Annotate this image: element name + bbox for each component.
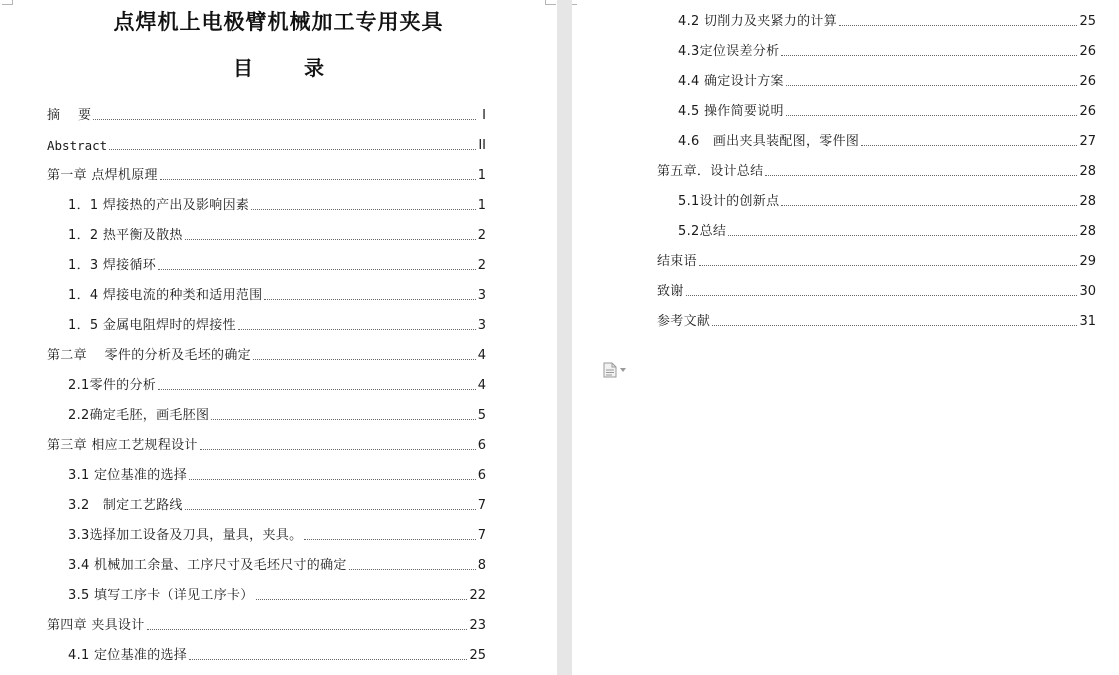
toc-entry[interactable] [678, 223, 1096, 241]
toc-leader-dots [200, 448, 476, 450]
toc-entry-page-number: 29 [1079, 254, 1096, 269]
toc-entry-title: 4.6 画出夹具装配图，零件图 [678, 134, 860, 149]
toc-entry-page-number: 3 [477, 288, 486, 303]
toc-entry[interactable] [68, 317, 486, 335]
toc-entry-title: 5.1设计的创新点 [678, 194, 780, 209]
toc-leader-dots [786, 84, 1078, 86]
toc-leader-dots [728, 234, 1077, 236]
toc-entry-page-number: 4 [477, 378, 486, 393]
toc-entry-title: 3.4 机械加工余量、工序尺寸及毛坯尺寸的确定 [68, 558, 347, 573]
toc-entry-title: 4.1 定位基准的选择 [68, 648, 188, 663]
toc-entry-title: 第二章 零件的分析及毛坯的确定 [47, 348, 251, 363]
toc-entry[interactable] [678, 73, 1096, 91]
toc-entry[interactable] [47, 437, 486, 455]
toc-entry-page-number: 26 [1079, 44, 1096, 59]
toc-entry[interactable] [68, 257, 486, 275]
toc-leader-dots [189, 658, 467, 660]
toc-entry-title: 第五章．设计总结 [657, 164, 764, 179]
toc-leader-dots [839, 24, 1077, 26]
document-page-right [572, 0, 1119, 675]
toc-leader-dots [147, 628, 468, 630]
toc-entry-title: 1．4 焊接电流的种类和适用范围 [68, 288, 263, 303]
toc-entry-page-number: 6 [477, 468, 486, 483]
toc-entry[interactable] [678, 13, 1096, 31]
toc-entry-page-number: 30 [1079, 284, 1096, 299]
toc-entry-page-number: 28 [1079, 194, 1096, 209]
paste-options-button[interactable] [603, 362, 629, 378]
toc-entry-page-number: 8 [477, 558, 486, 573]
toc-entry-page-number: 22 [469, 588, 486, 603]
toc-entry[interactable] [68, 587, 486, 605]
toc-leader-dots [185, 238, 476, 240]
toc-entry[interactable] [657, 253, 1096, 271]
toc-entry-page-number: 6 [477, 438, 486, 453]
toc-entry-page-number: 7 [477, 528, 486, 543]
toc-entry[interactable] [678, 133, 1096, 151]
page-corner-mark [545, 0, 556, 5]
toc-entry[interactable] [68, 527, 486, 545]
toc-entry-page-number: I [482, 108, 486, 123]
toc-entry[interactable] [68, 407, 486, 425]
page-gutter [557, 0, 572, 675]
toc-leader-dots [304, 538, 475, 540]
toc-leader-dots [93, 118, 476, 120]
toc-leader-dots [786, 114, 1078, 116]
toc-entry[interactable] [68, 467, 486, 485]
toc-entry-title: 3.1 定位基准的选择 [68, 468, 188, 483]
toc-leader-dots [349, 568, 476, 570]
toc-leader-dots [256, 598, 468, 600]
document-title: 点焊机上电极臂机械加工专用夹具 [113, 10, 444, 34]
toc-entry-title: 3.5 填写工序卡（详见工序卡） [68, 588, 254, 603]
toc-leader-dots [189, 478, 476, 480]
toc-entry[interactable] [68, 557, 486, 575]
page-corner-mark [572, 0, 577, 5]
toc-leader-dots [158, 388, 476, 390]
document-page-left [0, 0, 557, 675]
chevron-down-icon [620, 368, 626, 372]
toc-entry-title: 4.2 切削力及夹紧力的计算 [678, 14, 838, 29]
toc-leader-dots [185, 508, 476, 510]
toc-entry-title: 2.2确定毛胚，画毛胚图 [68, 408, 210, 423]
toc-entry[interactable] [68, 377, 486, 395]
toc-entry-title: 3.3选择加工设备及刀具，量具，夹具。 [68, 528, 303, 543]
toc-entry[interactable] [47, 107, 486, 125]
toc-leader-dots [211, 418, 475, 420]
toc-entry-title: 第四章 夹具设计 [47, 618, 145, 633]
toc-heading: 目 录 [233, 56, 346, 80]
toc-entry[interactable] [678, 193, 1096, 211]
toc-entry-title: 第一章 点焊机原理 [47, 168, 158, 183]
toc-entry[interactable] [47, 347, 486, 365]
toc-leader-dots [264, 298, 475, 300]
toc-entry-title: Abstract [47, 138, 108, 153]
toc-leader-dots [781, 204, 1077, 206]
toc-entry-title: 4.4 确定设计方案 [678, 74, 784, 89]
toc-entry[interactable] [68, 287, 486, 305]
toc-entry-page-number: 23 [469, 618, 486, 633]
toc-entry-page-number: 28 [1079, 224, 1096, 239]
toc-entry-page-number: 27 [1079, 134, 1096, 149]
toc-entry-page-number: 7 [477, 498, 486, 513]
toc-entry-title: 1．3 焊接循环 [68, 258, 157, 273]
toc-leader-dots [781, 54, 1077, 56]
toc-entry[interactable] [678, 103, 1096, 121]
toc-entry-page-number: 1 [477, 168, 486, 183]
toc-entry-page-number: 25 [1079, 14, 1096, 29]
toc-entry-page-number: 3 [477, 318, 486, 333]
toc-entry[interactable] [68, 227, 486, 245]
toc-entry-page-number: 31 [1079, 314, 1096, 329]
toc-entry-page-number: 5 [477, 408, 486, 423]
toc-leader-dots [251, 208, 476, 210]
toc-entry[interactable] [657, 163, 1096, 181]
toc-entry-title: 1．2 热平衡及散热 [68, 228, 183, 243]
toc-entry[interactable] [678, 43, 1096, 61]
toc-entry-title: 参考文献 [657, 314, 711, 329]
toc-entry-title: 3.2 制定工艺路线 [68, 498, 183, 513]
toc-entry-title: 5.2总结 [678, 224, 727, 239]
toc-entry[interactable] [657, 283, 1096, 301]
toc-entry-page-number: 1 [477, 198, 486, 213]
toc-entry[interactable] [657, 313, 1096, 331]
toc-entry-title: 4.5 操作简要说明 [678, 104, 784, 119]
toc-entry-title: 第三章 相应工艺规程设计 [47, 438, 198, 453]
toc-entry-page-number: 26 [1079, 74, 1096, 89]
toc-entry-title: 致谢 [657, 284, 684, 299]
toc-entry[interactable] [68, 647, 486, 665]
toc-entry-page-number: 25 [469, 648, 486, 663]
toc-entry[interactable] [47, 137, 486, 155]
toc-entry-title: 4.3定位误差分析 [678, 44, 780, 59]
toc-entry-page-number: 2 [477, 228, 486, 243]
toc-leader-dots [686, 294, 1078, 296]
toc-leader-dots [765, 174, 1077, 176]
toc-leader-dots [699, 264, 1078, 266]
toc-entry[interactable] [47, 617, 486, 635]
toc-leader-dots [109, 148, 476, 150]
toc-entry-title: 1．1 焊接热的产出及影响因素 [68, 198, 250, 213]
toc-entry[interactable] [68, 197, 486, 215]
toc-entry-page-number: 2 [477, 258, 486, 273]
toc-entry-page-number: 28 [1079, 164, 1096, 179]
page-corner-mark [2, 0, 13, 5]
toc-entry-title: 摘 要 [47, 108, 92, 123]
toc-leader-dots [238, 328, 476, 330]
toc-entry-title: 1．5 金属电阻焊时的焊接性 [68, 318, 236, 333]
toc-entry-title: 2.1零件的分析 [68, 378, 157, 393]
toc-entry[interactable] [47, 167, 486, 185]
toc-entry-page-number: II [478, 138, 486, 153]
toc-leader-dots [712, 324, 1077, 326]
toc-entry[interactable] [68, 497, 486, 515]
toc-leader-dots [861, 144, 1077, 146]
toc-leader-dots [253, 358, 476, 360]
toc-entry-page-number: 26 [1079, 104, 1096, 119]
toc-entry-title: 结束语 [657, 254, 697, 269]
document-icon [603, 362, 617, 378]
toc-leader-dots [160, 178, 476, 180]
toc-leader-dots [158, 268, 476, 270]
toc-entry-page-number: 4 [477, 348, 486, 363]
